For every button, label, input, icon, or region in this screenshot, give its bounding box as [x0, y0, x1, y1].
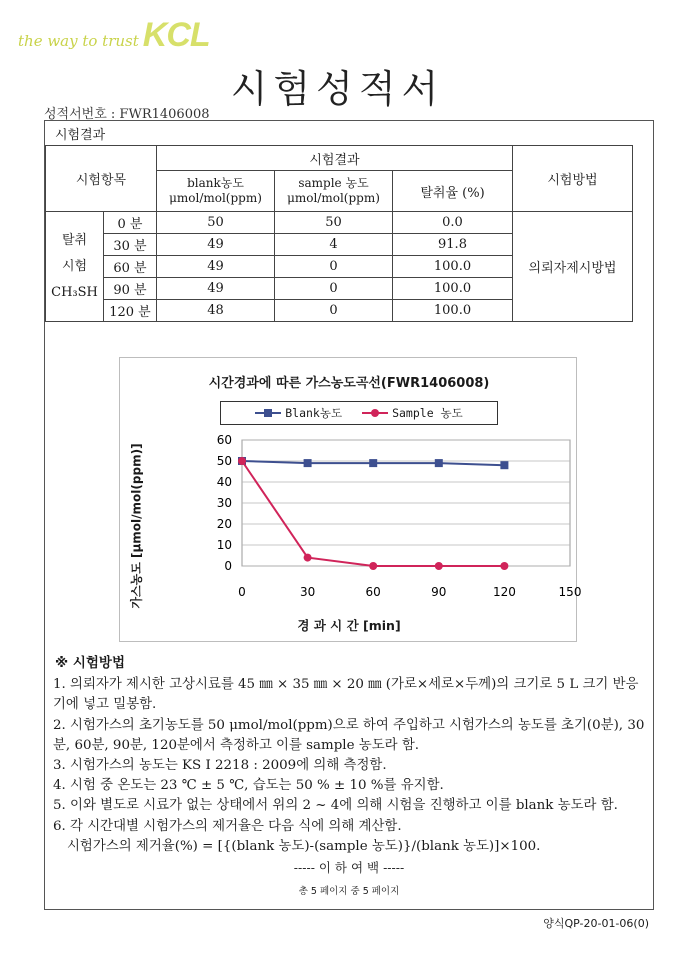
method-heading: ※ 시험방법	[55, 655, 125, 671]
data-point-sample	[369, 562, 377, 570]
cell-time: 120 분	[104, 300, 157, 322]
y-axis-label	[128, 436, 144, 616]
x-tick-label: 150	[558, 585, 582, 599]
header-blank	[157, 171, 275, 212]
method-item: 4. 시험 중 온도는 23 ℃ ± 5 ℃, 습도는 50 % ± 10 %를 유지함.	[53, 778, 444, 794]
y-axis-label-text: 가스농도 [μmol/mol(ppm)]	[129, 443, 144, 609]
method-item: 5. 이와 별도로 시료가 없는 상태에서 위의 2 ~ 4에 의해 시험을 진행하고 이를 blank 농도라 함.	[53, 798, 618, 814]
row-group-line: CH₃SH	[51, 284, 98, 300]
legend-label-blank: Blank농도	[285, 406, 343, 420]
data-point-sample	[435, 562, 443, 570]
certificate-number: 성적서번호 : FWR1406008	[44, 107, 210, 122]
method-item: 2. 시험가스의 초기농도를 50 μmol/mol(ppm)으로 하여 주입하고 시험가스의 농도를 초기(0분), 30분, 60분, 90분, 120분에서 측정하고 이를 sample 농도라 함.	[53, 717, 645, 753]
header-sample-unit: μmol/mol(ppm)	[287, 191, 380, 205]
header-test-method: 시험방법	[513, 146, 633, 212]
data-point-blank	[435, 459, 443, 467]
y-tick-label: 10	[216, 538, 232, 552]
cell-method: 의뢰자제시방법	[513, 212, 633, 322]
logo-brand: KCL	[142, 16, 210, 54]
chart-legend	[220, 401, 498, 425]
cell-blank: 48	[157, 300, 275, 322]
header-blank-unit: μmol/mol(ppm)	[169, 191, 262, 205]
method-item: 1. 의뢰자가 제시한 고상시료를 45 ㎜ × 35 ㎜ × 20 ㎜ (가로×세로×두께)의 크기로 5 L 크기 반응기에 넣고 밀봉함.	[53, 677, 639, 713]
cell-time: 90 분	[104, 278, 157, 300]
results-frame	[44, 120, 654, 910]
y-tick-label: 0	[224, 559, 232, 573]
row-group-line: 탈취	[61, 232, 88, 248]
y-tick-label: 60	[216, 433, 232, 447]
chart-title: 시간경과에 따른 가스농도곡선(FWR1406008)	[208, 376, 490, 391]
data-point-blank	[369, 459, 377, 467]
cell-sample: 50	[275, 212, 393, 234]
cell-time: 60 분	[104, 256, 157, 278]
test-method-section	[45, 653, 653, 902]
results-table	[45, 145, 633, 322]
header-test-results: 시험결과	[157, 146, 513, 171]
x-tick-label: 30	[299, 585, 316, 599]
cell-sample: 0	[275, 256, 393, 278]
header-blank-label: blank농도	[187, 176, 244, 190]
data-point-blank	[304, 459, 312, 467]
legend-label-sample: Sample 농도	[392, 406, 463, 420]
cell-removal: 100.0	[393, 278, 513, 300]
header-sample-label: sample 농도	[298, 176, 369, 190]
logo-tagline: the way to trust	[18, 32, 139, 50]
data-point-blank	[500, 461, 508, 469]
row-group-label	[46, 212, 104, 322]
y-tick-label: 50	[216, 454, 232, 468]
cell-blank: 49	[157, 234, 275, 256]
cell-blank: 49	[157, 278, 275, 300]
header-removal: 탈취율 (%)	[393, 171, 513, 212]
cell-time: 30 분	[104, 234, 157, 256]
table-row	[46, 212, 633, 234]
x-tick-label: 60	[365, 585, 381, 599]
x-tick-label: 90	[431, 585, 447, 599]
cell-removal: 91.8	[393, 234, 513, 256]
y-tick-label: 40	[216, 475, 232, 489]
y-tick-label: 20	[216, 517, 232, 531]
cell-time: 0 분	[104, 212, 157, 234]
legend-marker-square	[255, 408, 281, 418]
cell-blank: 50	[157, 212, 275, 234]
page-info: 총 5 페이지 중 5 페이지	[298, 886, 400, 898]
data-point-sample	[500, 562, 508, 570]
form-number: 양식QP-20-01-06(0)	[543, 917, 649, 930]
legend-marker-circle	[362, 408, 388, 418]
end-mark: ----- 이 하 여 백 -----	[293, 860, 405, 876]
x-tick-label: 120	[492, 585, 516, 599]
document-title: 시험성적서	[230, 67, 445, 111]
legend-item-sample	[362, 405, 463, 421]
method-item: 3. 시험가스의 농도는 KS I 2218 : 2009에 의해 측정함.	[53, 758, 387, 774]
data-point-sample	[238, 457, 246, 465]
cell-sample: 0	[275, 300, 393, 322]
method-item: 6. 각 시간대별 시험가스의 제거율은 다음 식에 의해 계산함.	[53, 818, 402, 834]
cell-removal: 100.0	[393, 256, 513, 278]
cell-removal: 100.0	[393, 300, 513, 322]
data-point-sample	[304, 554, 312, 562]
row-group-line: 시험	[61, 258, 88, 274]
header-sample	[275, 171, 393, 212]
header-test-item: 시험항목	[46, 146, 157, 212]
cell-blank: 49	[157, 256, 275, 278]
cell-removal: 0.0	[393, 212, 513, 234]
y-tick-label: 30	[216, 496, 232, 510]
section-label: 시험결과	[55, 128, 106, 143]
x-tick-label: 0	[238, 585, 246, 599]
x-axis-label: 경 과 시 간 [min]	[297, 618, 401, 633]
kcl-logo	[18, 16, 210, 54]
removal-formula: 시험가스의 제거율(%) = [{(blank 농도)-(sample 농도)}/(blank 농도)]×100.	[67, 838, 541, 854]
gas-concentration-chart	[119, 357, 582, 642]
cell-sample: 4	[275, 234, 393, 256]
cell-sample: 0	[275, 278, 393, 300]
legend-item-blank	[255, 405, 342, 421]
